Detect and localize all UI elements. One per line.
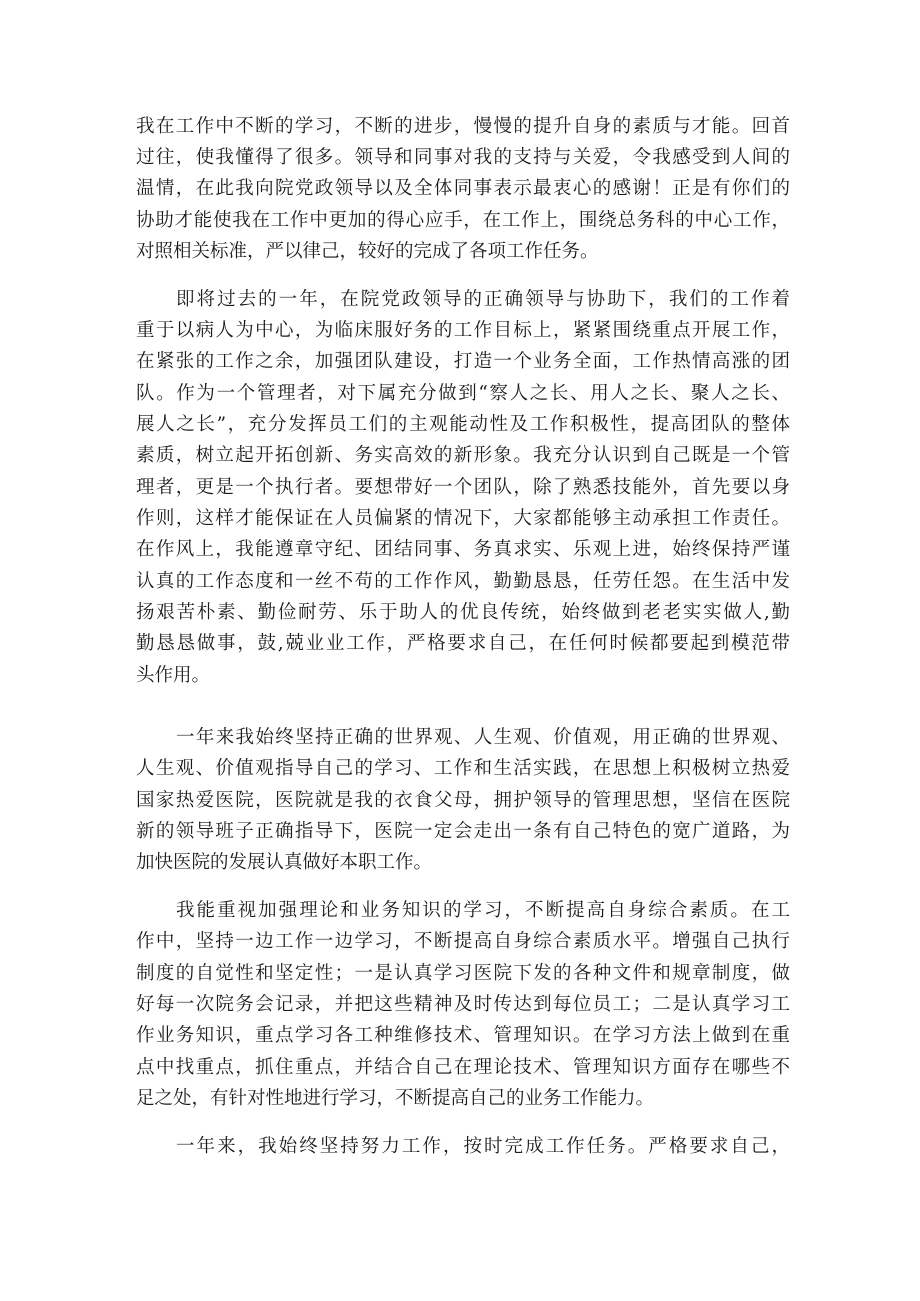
text-line: 国家热爱医院，医院就是我的衣食父母，拥护领导的管理思想，坚信在医院 <box>136 790 790 811</box>
text-line: 制度的自觉性和坚定性；一是认真学习医院下发的各种文件和规章制度，做 <box>136 963 790 984</box>
text-line: 素质，树立起开拓创新、务实高效的新形象。我充分认识到自己既是一个管 <box>136 445 790 466</box>
text-line: 扬艰苦朴素、勤俭耐劳、乐于助人的优良传统，始终做到老老实实做人,勤 <box>136 602 790 623</box>
text-line: 对照相关标准，严以律己，较好的完成了各项工作任务。 <box>136 241 599 262</box>
text-line: 头作用。 <box>136 665 211 686</box>
text-line: 人生观、价值观指导自己的学习、工作和生活实践，在思想上积极树立热爱 <box>136 758 790 779</box>
text-line: 点中找重点，抓住重点，并结合自己在理论技术、管理知识方面存在哪些不 <box>136 1057 790 1078</box>
text-line: 过往，使我懂得了很多。领导和同事对我的支持与关爱，令我感受到人间的 <box>136 147 790 168</box>
text-line: 作业务知识，重点学习各工种维修技术、管理知识。在学习方法上做到在重 <box>136 1025 790 1046</box>
text-line: 认真的工作态度和一丝不苟的工作作风，勤勤恳恳，任劳任怨。在生活中发 <box>136 571 790 592</box>
text-line: 展人之长”，充分发挥员工们的主观能动性及工作积极性，提高团队的整体 <box>136 414 790 435</box>
text-line: 在作风上，我能遵章守纪、团结同事、务真求实、乐观上进，始终保持严谨 <box>136 539 790 560</box>
text-line: 温情，在此我向院党政领导以及全体同事表示最衷心的感谢！正是有你们的 <box>136 178 790 199</box>
text-line: 作中，坚持一边工作一边学习，不断提高自身综合素质水平。增强自己执行 <box>136 931 790 952</box>
paragraph-first-line: 即将过去的一年，在院党政领导的正确领导与协助下，我们的工作着 <box>176 289 790 310</box>
paragraph-first-line: 我能重视加强理论和业务知识的学习，不断提高自身综合素质。在工 <box>176 900 790 921</box>
paragraph-first-line: 一年来我始终坚持正确的世界观、人生观、价值观，用正确的世界观、 <box>176 727 790 748</box>
text-line: 加快医院的发展认真做好本职工作。 <box>136 852 433 873</box>
text-line: 理者，更是一个执行者。要想带好一个团队，除了熟悉技能外，首先要以身 <box>136 477 790 498</box>
text-line: 在紧张的工作之余，加强团队建设，打造一个业务全面，工作热情高涨的团 <box>136 351 790 372</box>
text-line: 勤恳恳做事，鼓,兢业业工作，严格要求自己，在任何时候都要起到模范带 <box>136 633 790 654</box>
text-line: 协助才能使我在工作中更加的得心应手，在工作上，围绕总务科的中心工作， <box>136 210 790 231</box>
text-line: 重于以病人为中心，为临床服好务的工作目标上，紧紧围绕重点开展工作， <box>136 320 790 341</box>
text-line: 足之处，有针对性地进行学习，不断提高自己的业务工作能力。 <box>136 1088 655 1109</box>
text-line: 新的领导班子正确指导下，医院一定会走出一条有自己特色的宽广道路，为 <box>136 821 790 842</box>
paragraph-first-line: 一年来，我始终坚持努力工作，按时完成工作任务。严格要求自己， <box>176 1136 790 1157</box>
text-line: 作则，这样才能保证在人员偏紧的情况下，大家都能够主动承担工作责任。 <box>136 508 790 529</box>
text-line: 好每一次院务会记录，并把这些精神及时传达到每位员工；二是认真学习工 <box>136 994 790 1015</box>
text-line: 队。作为一个管理者，对下属充分做到“察人之长、用人之长、聚人之长、 <box>136 383 790 404</box>
text-line: 我在工作中不断的学习，不断的进步，慢慢的提升自身的素质与才能。回首 <box>136 116 790 137</box>
